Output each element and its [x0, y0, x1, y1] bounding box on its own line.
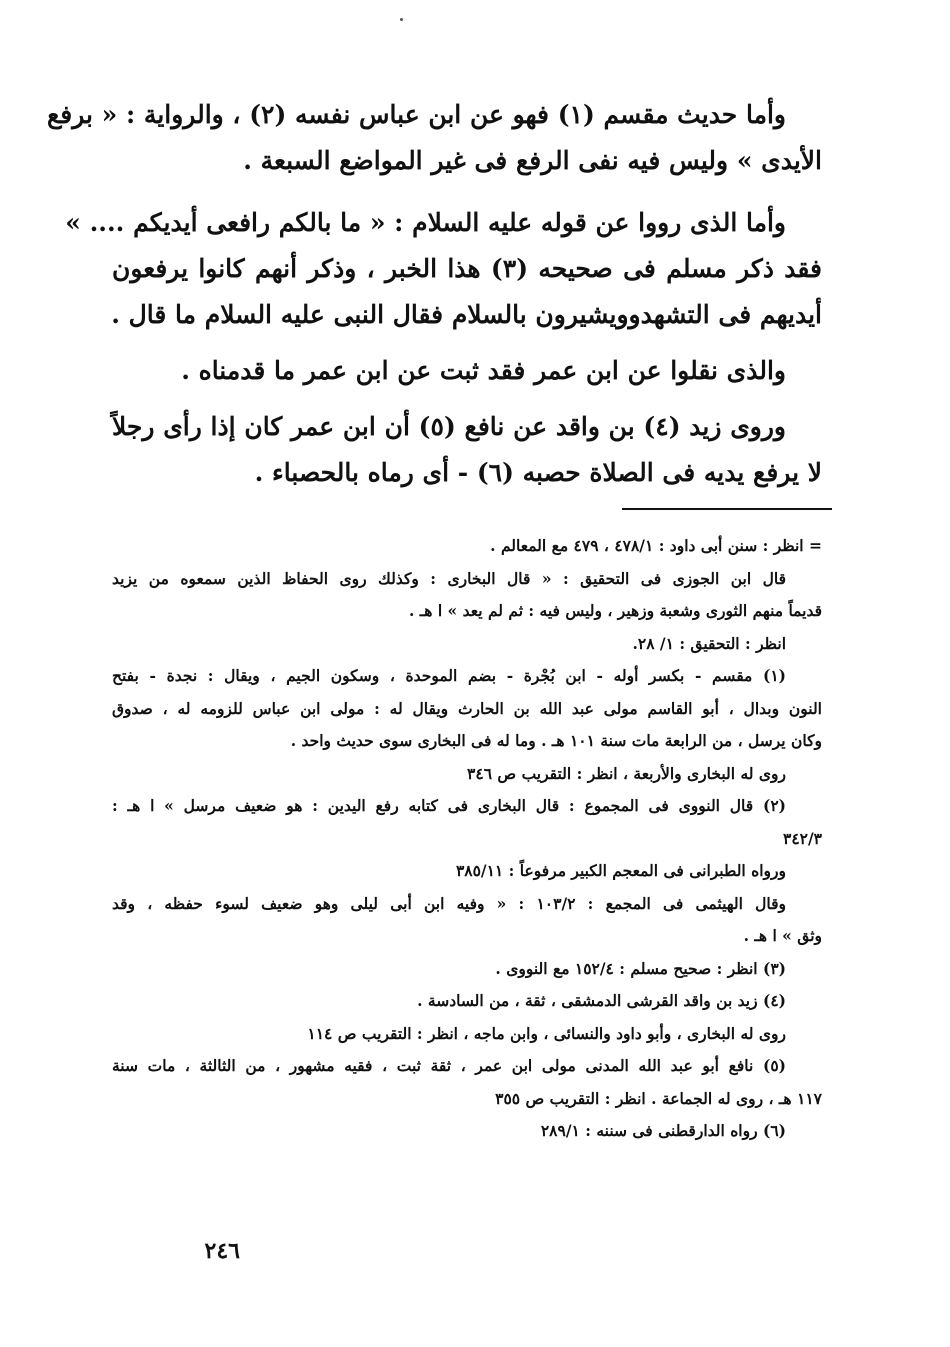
footnote-line: النون وبدال ، أبو القاسم مولى عبد الله بن الحارث ويقال له : مولى ابن عباس للزومه له ، صدوق [112, 698, 822, 718]
paragraph-1 [46, 92, 822, 184]
footnote-line: (٢) قال النووى فى المجموع : قال البخارى فى كتابه رفع اليدين : هو ضعيف مرسل » ا هـ : [112, 796, 786, 815]
footnotes [112, 530, 822, 1148]
footnote-line: ورواه الطبرانى فى المعجم الكبير مرفوعاً : ٣٨٥/١١ [455, 861, 786, 880]
footnote-line: (٦) رواه الدارقطنى فى سننه : ٢٨٩/١ [540, 1121, 786, 1140]
footnote-line: (١) مقسم - بكسر أوله - ابن بُجْرة - بضم الموحدة ، وسكون الجيم ، ويقال : نجدة - بفتح [112, 666, 786, 685]
footnote-line: انظر : التحقيق : ١/ ٢٨. [632, 633, 786, 653]
paragraph-4 [112, 404, 822, 496]
page-number: ٢٤٦ [204, 1238, 240, 1264]
text-line: لا يرفع يديه فى الصلاة حصبه (٦) - أى رماه بالحصباء . [254, 458, 822, 487]
paragraph-3 [112, 348, 822, 394]
text-line: وأما حديث مقسم (١) فهو عن ابن عباس نفسه (٢) ، والرواية : « برفع [46, 100, 786, 129]
text-line: وأما الذى رووا عن قوله عليه السلام : « ما بالكم رافعى أيديكم .... » [65, 208, 786, 237]
footnote-line: = انظر : سنن أبى داود : ٤٧٨/١ ، ٤٧٩ مع المعالم . [490, 536, 822, 555]
footnote-line: (٣) انظر : صحيح مسلم : ١٥٢/٤ مع النووى . [495, 958, 786, 978]
footnote-line: (٥) نافع أبو عبد الله المدنى مولى ابن عمر ، ثقة ثبت ، فقيه مشهور ، من الثالثة ، مات سنة [112, 1056, 786, 1075]
text-line: فقد ذكر مسلم فى صحيحه (٣) هذا الخبر ، وذكر أنهم كانوا يرفعون [112, 254, 822, 283]
text-line: الأيدى » وليس فيه نفى الرفع فى غير المواضع السبعة . [243, 146, 822, 175]
main-text [46, 92, 822, 506]
footnote-line: ١١٧ هـ ، روى له الجماعة . انظر : التقريب ص ٣٥٥ [495, 1088, 822, 1108]
footnote-line: وقال الهيثمى فى المجمع : ١٠٣/٢ : « وفيه ابن أبى ليلى وهو ضعيف لسوء حفظه ، وقد [112, 893, 787, 913]
text-line: أيديهم فى التشهدوويشيرون بالسلام فقال النبى عليه السلام ما قال . [111, 300, 822, 329]
speck [400, 18, 403, 21]
footnote-line: وثق » ا هـ . [743, 926, 822, 945]
footnote-line: روى له البخارى ، وأبو داود والنسائى ، وابن ماجه ، انظر : التقريب ص ١١٤ [307, 1023, 786, 1043]
footnote-line: قديماً منهم الثورى وشعبة وزهير ، وليس فيه : ثم لم يعد » ا هـ . [408, 601, 822, 620]
text-line: والذى نقلوا عن ابن عمر فقد ثبت عن ابن عمر ما قدمناه . [181, 356, 786, 385]
footnote-line: ٣٤٢/٣ [783, 828, 822, 848]
text-line: وروى زيد (٤) بن واقد عن نافع (٥) أن ابن عمر كان إذا رأى رجلاً [112, 412, 786, 441]
paragraph-2 [65, 200, 822, 338]
footnote-line: قال ابن الجوزى فى التحقيق : « قال البخارى : وكذلك روى الحفاظ الذين سمعوه من يزيد [112, 568, 786, 588]
footnote-line: روى له البخارى والأربعة ، انظر : التقريب ص ٣٤٦ [467, 763, 786, 783]
footnote-line: وكان يرسل ، من الرابعة مات سنة ١٠١ هـ . وما له فى البخارى سوى حديث واحد . [290, 731, 822, 750]
footnote-line: (٤) زيد بن واقد القرشى الدمشقى ، ثقة ، من السادسة . [417, 991, 786, 1010]
footnote-divider [622, 508, 832, 510]
